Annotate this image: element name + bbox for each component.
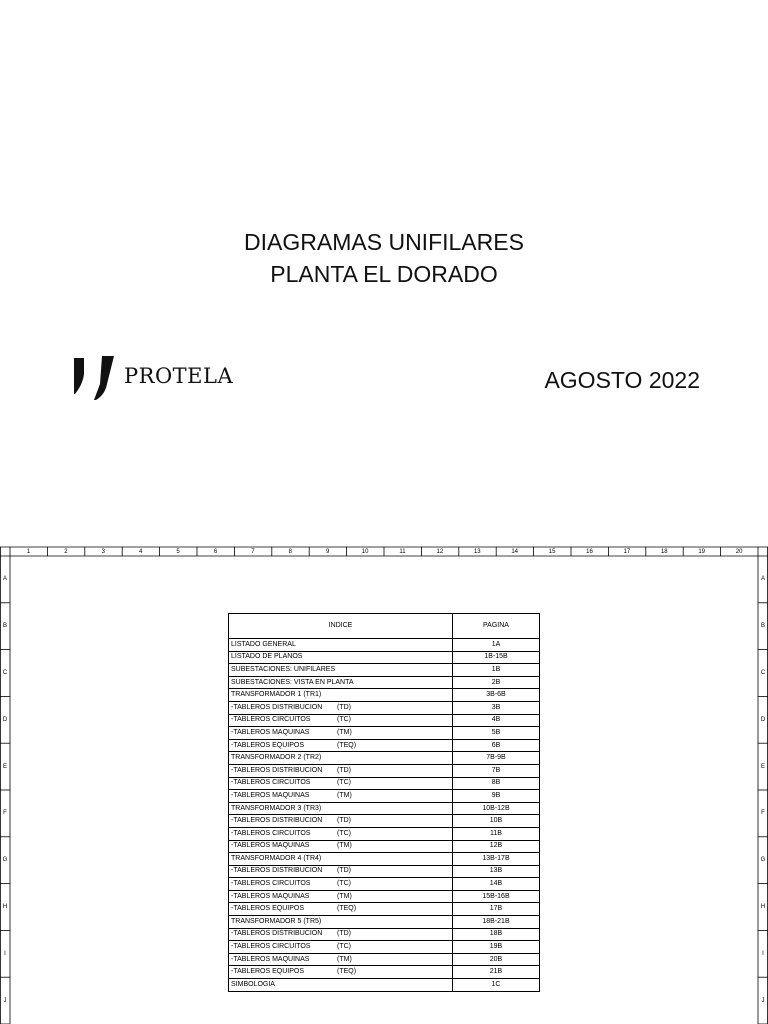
index-item: [229, 651, 453, 664]
index-item: [229, 941, 453, 954]
index-item-name: -TABLEROS MAQUINAS: [231, 842, 310, 850]
index-row: [229, 714, 540, 727]
index-item-code: (TM): [337, 892, 352, 900]
index-table: [228, 613, 540, 992]
index-item-page: 21B: [453, 966, 540, 979]
index-item-name: SIMBOLOGIA: [231, 980, 275, 988]
index-row: [229, 890, 540, 903]
index-item-page: 7B-9B: [453, 752, 540, 765]
index-item-page: 11B: [453, 827, 540, 840]
index-item: [229, 979, 453, 992]
row-letter: G: [760, 857, 766, 864]
row-letter: B: [760, 623, 765, 630]
row-letter: I: [4, 950, 6, 957]
column-number: 15: [548, 549, 556, 555]
row-letter: E: [760, 763, 765, 770]
index-item-page: 9B: [453, 790, 540, 803]
column-number: 2: [64, 549, 68, 555]
row-letter: A: [760, 576, 765, 583]
protela-logo-mark-icon: [72, 354, 120, 402]
column-number: 20: [735, 549, 743, 555]
index-item-page: 5B: [453, 727, 540, 740]
index-row: [229, 941, 540, 954]
index-item: [229, 953, 453, 966]
column-number: 7: [251, 549, 255, 555]
index-item-name: -TABLEROS CIRCUITOS: [231, 943, 311, 951]
index-item-name: TRANSFORMADOR 4 (TR4): [231, 854, 322, 862]
index-item-page: 15B-16B: [453, 890, 540, 903]
index-item-code: (TD): [337, 867, 351, 875]
index-item-code: (TEQ): [337, 741, 357, 749]
index-header-indice: INDICE: [229, 614, 453, 639]
index-row: [229, 701, 540, 714]
index-item-name: -TABLEROS DISTRIBUCION: [231, 867, 323, 875]
index-item-name: -TABLEROS DISTRIBUCION: [231, 766, 323, 774]
index-row: [229, 903, 540, 916]
column-number: 6: [213, 549, 218, 555]
index-item: [229, 689, 453, 702]
index-item: [229, 903, 453, 916]
index-row: [229, 827, 540, 840]
cover-date: AGOSTO 2022: [544, 367, 700, 393]
index-item-name: SUBESTACIONES: UNIFILARES: [231, 665, 336, 673]
column-number: 18: [660, 549, 668, 555]
index-item-page: 4B: [453, 714, 540, 727]
cover-title: [0, 226, 768, 290]
index-row: [229, 676, 540, 689]
index-item: [229, 639, 453, 652]
cover-title-line-1: DIAGRAMAS UNIFILARES: [244, 229, 524, 255]
index-item: [229, 815, 453, 828]
index-item-code: (TC): [337, 716, 351, 724]
index-row: [229, 966, 540, 979]
index-row: [229, 790, 540, 803]
index-item: [229, 752, 453, 765]
row-letter: A: [2, 576, 7, 583]
index-item-page: 1B-15B: [453, 651, 540, 664]
index-item: [229, 890, 453, 903]
index-item-name: -TABLEROS EQUIPOS: [231, 741, 304, 749]
index-item-page: 1C: [453, 979, 540, 992]
index-item-page: 18B-21B: [453, 916, 540, 929]
index-row: [229, 727, 540, 740]
column-number: 5: [176, 549, 180, 555]
index-item: [229, 739, 453, 752]
index-item: [229, 664, 453, 677]
index-row: [229, 802, 540, 815]
index-item-code: (TD): [337, 817, 351, 825]
index-item-name: LISTADO GENERAL: [231, 640, 296, 648]
column-number: 16: [586, 549, 593, 555]
row-letter: F: [761, 810, 765, 817]
index-item: [229, 802, 453, 815]
index-item-page: 14B: [453, 878, 540, 891]
index-item: [229, 865, 453, 878]
index-row: [229, 928, 540, 941]
column-number: 10: [361, 549, 369, 555]
index-row: [229, 916, 540, 929]
index-item-name: TRANSFORMADOR 2 (TR2): [231, 754, 322, 762]
row-letter: B: [2, 623, 7, 630]
column-number: 14: [511, 549, 519, 555]
column-number: 4: [139, 549, 143, 555]
index-item: [229, 676, 453, 689]
row-letter: C: [760, 670, 766, 676]
index-item: [229, 840, 453, 853]
index-item-code: (TD): [337, 703, 351, 711]
index-table-header: [229, 614, 540, 639]
row-letter: I: [762, 950, 764, 957]
index-item: [229, 777, 453, 790]
index-item-name: -TABLEROS MAQUINAS: [231, 955, 310, 963]
index-item-code: (TC): [337, 880, 351, 888]
index-row: [229, 979, 540, 992]
column-number: 3: [101, 549, 105, 555]
index-item-page: 3B: [453, 701, 540, 714]
column-number: 17: [623, 549, 631, 555]
index-row: [229, 664, 540, 677]
index-item-page: 17B: [453, 903, 540, 916]
index-item-name: -TABLEROS CIRCUITOS: [231, 779, 311, 787]
row-letter: D: [2, 716, 8, 723]
index-item-name: SUBESTACIONES: VISTA EN PLANTA: [231, 678, 354, 686]
index-item-code: (TEQ): [337, 905, 357, 913]
index-item-name: -TABLEROS CIRCUITOS: [231, 880, 311, 888]
column-number: 9: [326, 549, 330, 555]
index-item-page: 13B-17B: [453, 853, 540, 866]
index-item-name: -TABLEROS CIRCUITOS: [231, 716, 311, 724]
column-number: 12: [436, 549, 444, 555]
index-item-name: -TABLEROS CIRCUITOS: [231, 829, 311, 837]
index-item-page: 1B: [453, 664, 540, 677]
index-row: [229, 752, 540, 765]
index-item: [229, 966, 453, 979]
index-item-page: 20B: [453, 953, 540, 966]
index-item-page: 8B: [453, 777, 540, 790]
index-item-name: -TABLEROS DISTRIBUCION: [231, 930, 323, 938]
index-item-page: 13B: [453, 865, 540, 878]
index-item: [229, 764, 453, 777]
index-row: [229, 777, 540, 790]
index-item-name: -TABLEROS EQUIPOS: [231, 968, 304, 976]
index-item: [229, 916, 453, 929]
index-row: [229, 865, 540, 878]
index-item-code: (TEQ): [337, 968, 357, 976]
row-letter: E: [2, 763, 7, 770]
row-letter: J: [761, 997, 765, 1004]
index-item-code: (TC): [337, 943, 351, 951]
index-row: [229, 639, 540, 652]
index-row: [229, 815, 540, 828]
index-row: [229, 840, 540, 853]
index-item-code: (TM): [337, 791, 352, 799]
index-item-code: (TM): [337, 728, 352, 736]
index-item-page: 19B: [453, 941, 540, 954]
protela-logo: [72, 354, 262, 402]
index-item-code: (TD): [337, 766, 351, 774]
index-item: [229, 727, 453, 740]
cover-title-line-2: PLANTA EL DORADO: [270, 261, 498, 287]
index-item-page: 10B-12B: [453, 802, 540, 815]
index-item-name: TRANSFORMADOR 1 (TR1): [231, 691, 322, 699]
index-item: [229, 878, 453, 891]
index-item: [229, 928, 453, 941]
row-letter: F: [3, 810, 7, 817]
row-letter: H: [2, 904, 8, 910]
column-number: 8: [288, 549, 292, 555]
index-item: [229, 790, 453, 803]
index-item-name: TRANSFORMADOR 5 (TR5): [231, 917, 322, 925]
logo-text: PROTELA: [124, 364, 234, 388]
index-item-page: 18B: [453, 928, 540, 941]
row-letter: H: [760, 904, 766, 910]
index-row: [229, 853, 540, 866]
index-item-code: (TM): [337, 842, 352, 850]
index-item-name: -TABLEROS DISTRIBUCION: [231, 703, 323, 711]
index-item-code: (TD): [337, 930, 351, 938]
index-item-name: LISTADO DE PLANOS: [231, 653, 303, 661]
index-item: [229, 853, 453, 866]
index-item-name: -TABLEROS MAQUINAS: [231, 728, 310, 736]
index-row: [229, 739, 540, 752]
index-row: [229, 878, 540, 891]
index-row: [229, 764, 540, 777]
index-item: [229, 827, 453, 840]
index-item-page: 7B: [453, 764, 540, 777]
column-number: 13: [473, 549, 481, 555]
row-letter: D: [760, 716, 766, 723]
index-item-name: -TABLEROS EQUIPOS: [231, 905, 304, 913]
index-item-page: 6B: [453, 739, 540, 752]
index-item-page: 10B: [453, 815, 540, 828]
index-item: [229, 714, 453, 727]
index-item-code: (TC): [337, 779, 351, 787]
column-number: 1: [26, 549, 31, 555]
index-row: [229, 953, 540, 966]
column-number: 11: [399, 549, 406, 555]
index-item-name: -TABLEROS MAQUINAS: [231, 892, 310, 900]
index-row: [229, 689, 540, 702]
index-item-code: (TC): [337, 829, 351, 837]
index-item-name: -TABLEROS DISTRIBUCION: [231, 817, 323, 825]
index-row: [229, 651, 540, 664]
index-item-page: 12B: [453, 840, 540, 853]
index-item-name: -TABLEROS MAQUINAS: [231, 791, 310, 799]
index-item-page: 2B: [453, 676, 540, 689]
index-item-page: 1A: [453, 639, 540, 652]
row-letter: C: [2, 670, 8, 676]
index-header-pagina: PAGINA: [453, 614, 540, 639]
row-letter: G: [2, 857, 8, 864]
index-item: [229, 701, 453, 714]
index-table-body: [229, 639, 540, 992]
column-number: 19: [698, 549, 706, 555]
index-item-name: TRANSFORMADOR 3 (TR3): [231, 804, 322, 812]
index-item-page: 3B-6B: [453, 689, 540, 702]
index-item-code: (TM): [337, 955, 352, 963]
row-letter: J: [3, 997, 7, 1004]
